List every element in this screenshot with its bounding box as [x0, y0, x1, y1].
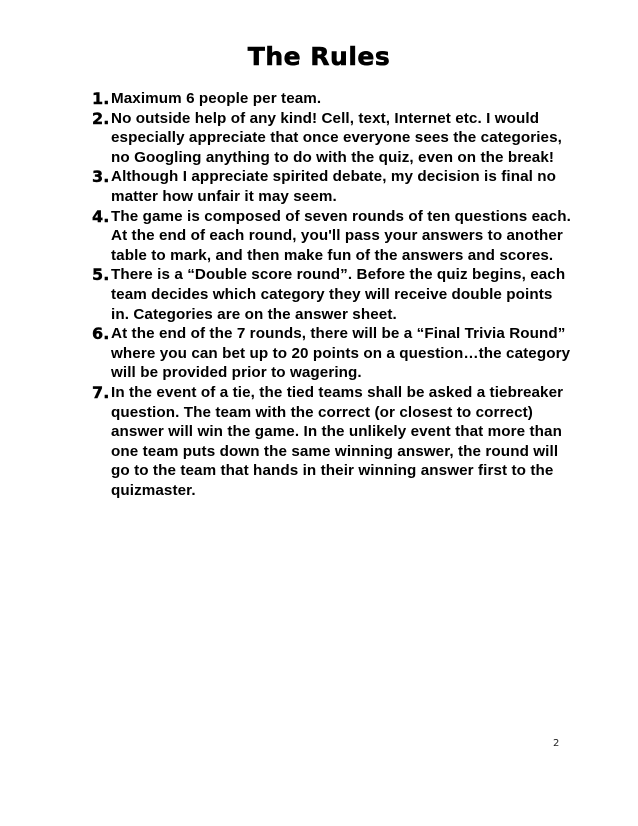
- rule-item-6: [92, 324, 572, 383]
- rule-number: 6.: [92, 324, 110, 344]
- rule-item-7: [92, 383, 572, 501]
- rule-number: 4.: [92, 206, 110, 226]
- rule-number: 1.: [92, 89, 110, 108]
- rule-text: No outside help of any kind! Cell, text, Internet etc. I would especially appreciate that once everyone sees the categories, no Googling anything to do with the quiz, even on the break!: [111, 109, 562, 166]
- page-title: The Rules: [247, 42, 391, 71]
- rule-number: 7.: [92, 382, 110, 402]
- rule-text: Although I appreciate spirited debate, my decision is final no matter how unfair it may seem.: [111, 168, 557, 205]
- rule-number: 3.: [92, 167, 110, 187]
- rule-number: 5.: [92, 265, 110, 285]
- rule-item-3: [92, 167, 572, 206]
- rule-text: In the event of a tie, the tied teams shall be asked a tiebreaker question. The team with the correct (or closest to correct) answer will win the game. In the unlikely event that more than one team puts down the same winning answer, the round will go to the team that hands in their winning answer first to the quizmaster.: [111, 383, 564, 499]
- page-number: 2: [553, 738, 560, 749]
- rule-text: There is a “Double score round”. Before the quiz begins, each team decides which category they will receive double points in. Categories are on the answer sheet.: [111, 266, 566, 323]
- rule-item-4: [92, 207, 572, 266]
- rule-item-1: [92, 89, 572, 109]
- rule-text: The game is composed of seven rounds of ten questions each. At the end of each round, you'll pass your answers to another table to mark, and then make fun of the answers and scores.: [111, 207, 571, 264]
- rule-item-2: [92, 109, 572, 168]
- rule-text: Maximum 6 people per team.: [111, 90, 322, 107]
- rule-text: At the end of the 7 rounds, there will be a “Final Trivia Round” where you can bet up to 20 points on a question…the category will be provided prior to wagering.: [111, 325, 571, 382]
- rule-number: 2.: [92, 108, 110, 128]
- rules-list: [92, 89, 572, 500]
- rule-item-5: [92, 265, 572, 324]
